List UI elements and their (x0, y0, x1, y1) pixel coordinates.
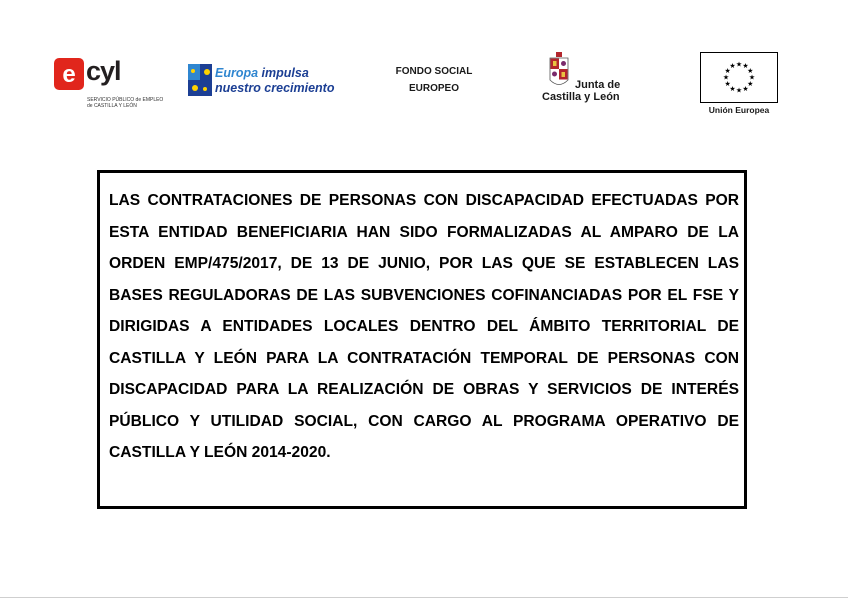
notice-box (97, 170, 747, 509)
svg-text:e: e (62, 61, 76, 88)
fse-line2: EUROPEO (408, 83, 459, 94)
ecyl-subtitle-line2: de CASTILLA Y LEÓN (87, 103, 137, 109)
eu-flag-icon (700, 52, 778, 103)
eu-star: ★ (748, 74, 756, 82)
junta-line2: Castilla y León (542, 91, 620, 103)
ecyl-e-icon (54, 58, 84, 90)
impulsa-word: impulsa (261, 66, 309, 80)
union-europea-logo (700, 52, 780, 122)
eu-star: ★ (729, 63, 736, 71)
coat-of-arms-icon (548, 52, 570, 90)
eu-star: ★ (742, 85, 749, 93)
eu-star: ★ (729, 85, 736, 93)
logo-header (0, 0, 848, 130)
union-europea-label: Unión Europea (708, 105, 770, 115)
eu-star: ★ (724, 81, 731, 88)
eu-star: ★ (747, 81, 754, 88)
notice-text: LAS CONTRATACIONES DE PERSONAS CON DISCAPACIDAD EFECTUADAS POR ESTA ENTIDAD BENEFICIARIA HAN SIDO FORMALIZADAS AL AMPARO DE LA ORDEN EMP/475/2017, DE 13 DE JUNIO, POR LAS QUE SE ESTABLECEN LAS BASES REGULADORAS DE LAS SUBVENCIONES COFINANCIADAS POR EL FSE Y DIRIGIDAS A ENTIDADES LOCALES DENTRO DEL ÁMBITO TERRITORIAL DE CASTILLA Y LEÓN PARA LA CONTRATACIÓN TEMPORAL DE PERSONAS CON DISCAPACIDAD PARA LA REALIZACIÓN DE OBRAS Y SERVICIOS DE INTERÉS PÚBLICO Y UTILIDAD SOCIAL, CON CARGO AL PROGRAMA OPERATIVO DE CASTILLA Y LEÓN 2014-2020. (109, 192, 739, 461)
ecyl-subtitle-line1: SERVICIO PÚBLICO de EMPLEO (87, 97, 164, 103)
eu-star: ★ (735, 87, 743, 95)
eu-star: ★ (735, 61, 743, 69)
europa-slogan-line2: nuestro crecimiento (215, 81, 335, 95)
fse-line1: FONDO SOCIAL (395, 66, 473, 77)
europa-impulsa-logo (186, 62, 336, 102)
europa-emblem-icon (186, 62, 214, 98)
ecyl-wordmark: cyl (86, 56, 121, 86)
eu-stars-icon (701, 53, 777, 102)
bottom-divider (0, 597, 848, 598)
junta-line1: Junta de (575, 79, 621, 91)
eu-star: ★ (742, 63, 749, 71)
eu-star: ★ (722, 74, 730, 82)
fondo-social-europeo-label (380, 63, 488, 97)
junta-castilla-leon-logo (540, 52, 640, 108)
europa-word: Europa (215, 66, 259, 80)
eu-star: ★ (724, 68, 731, 75)
ecyl-logo (54, 56, 164, 112)
eu-star: ★ (747, 68, 754, 75)
